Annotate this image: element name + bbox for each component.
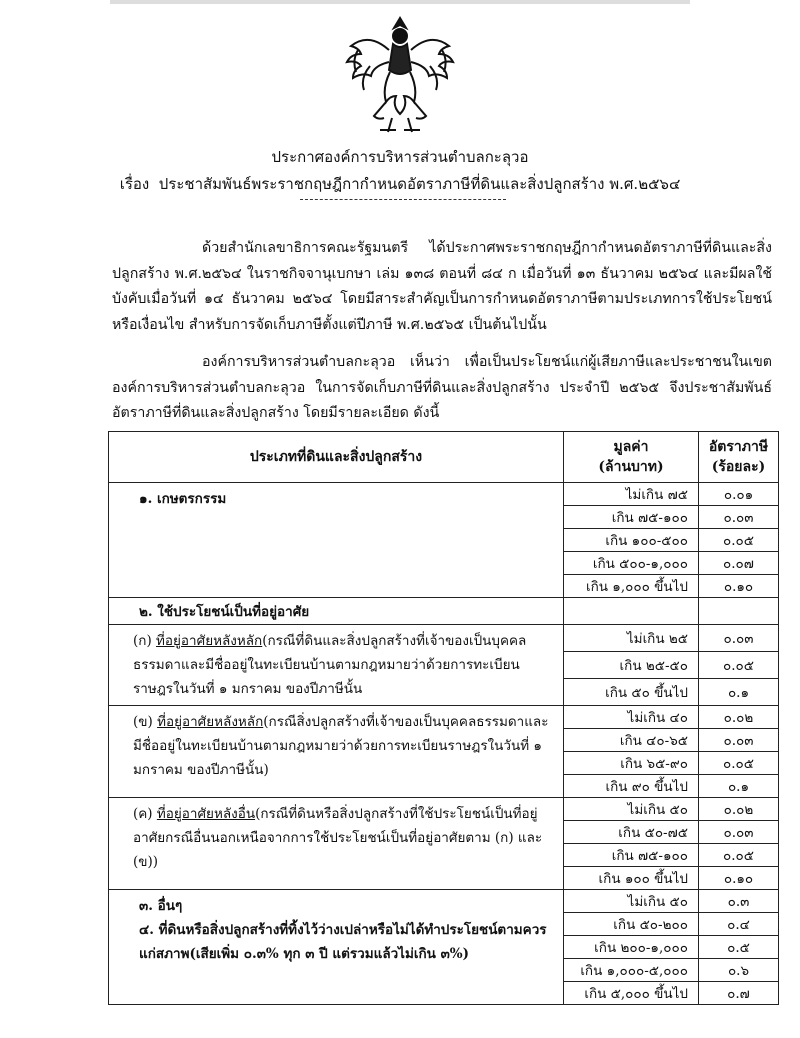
header-rate-line1: อัตราภาษี <box>708 439 769 455</box>
rate-cell: ๐.๓ <box>699 890 779 913</box>
subcategory-text <box>115 710 557 782</box>
rate-cell: ๐.๐๓ <box>699 506 779 529</box>
paragraph-notice <box>112 350 772 427</box>
scan-top-edge <box>110 0 690 4</box>
rate-cell: ๐.๑๐ <box>699 575 779 598</box>
subcategory-b <box>109 706 564 798</box>
subcategory-text <box>115 802 557 874</box>
subcategory-title: ที่อยู่อาศัยหลังหลัก <box>156 633 263 649</box>
table-row <box>109 706 779 729</box>
value-cell: เกิน ๔๐-๖๕ <box>564 729 699 752</box>
header-value-line1: มูลค่า <box>613 439 649 455</box>
rate-cell: ๐.๔ <box>699 913 779 936</box>
subcategory-title: ที่อยู่อาศัยหลังหลัก <box>157 714 264 730</box>
value-cell: เกิน ๑,๐๐๐-๕,๐๐๐ <box>564 959 699 982</box>
value-cell: เกิน ๗๕-๑๐๐ <box>564 844 699 867</box>
table-row <box>109 890 779 913</box>
value-cell: เกิน ๑,๐๐๐ ขึ้นไป <box>564 575 699 598</box>
value-cell: เกิน ๑๐๐-๕๐๐ <box>564 529 699 552</box>
document-title: ประกาศองค์การบริหารส่วนตำบลกะลุวอ <box>271 148 529 166</box>
category-label: ๑. เกษตรกรรม <box>139 491 227 507</box>
rate-cell: ๐.๐๕ <box>699 752 779 775</box>
value-cell: เกิน ๗๕-๑๐๐ <box>564 506 699 529</box>
category-label-4: ๔. ที่ดินหรือสิ่งปลูกสร้างที่ทิ้งไว้ว่างเปล่าหรือไม่ได้ทำประโยชน์ตามควรแก่สภาพ(เสียเพิ่ม ๐.๓% ทุก ๓ ปี แต่รวมแล้วไม่เกิน ๓%) <box>139 922 547 962</box>
table-header-row <box>109 432 779 483</box>
header-rate <box>699 432 779 483</box>
category-label: ๒. ใช้ประโยชน์เป็นที่อยู่อาศัย <box>139 604 310 620</box>
rate-cell: ๐.๑ <box>699 775 779 798</box>
rate-cell: ๐.๗ <box>699 982 779 1005</box>
rate-cell: ๐.๑๐ <box>699 867 779 890</box>
value-cell: เกิน ๙๐ ขึ้นไป <box>564 775 699 798</box>
value-cell: ไม่เกิน ๕๐ <box>564 798 699 821</box>
value-cell: ไม่เกิน ๔๐ <box>564 706 699 729</box>
subcategory-prefix: (ก) <box>133 633 152 649</box>
paragraph-1-text: ด้วยสำนักเลขาธิการคณะรัฐมนตรี ได้ประกาศพระราชกฤษฎีกากำหนดอัตราภาษีที่ดินและสิ่งปลูกสร้าง พ.ศ.๒๕๖๔ ในราชกิจจานุเบกษา เล่ม ๑๓๘ ตอนที่ ๘๔ ก เมื่อวันที่ ๑๓ ธันวาคม ๒๕๖๔ และมีผลใช้บังคับเมื่อวันที่ ๑๔ ธันวาคม ๒๕๖๔ โดยมีสาระสำคัญเป็นการกำหนดอัตราภาษีตามประเภทการใช้ประโยชน์หรือเงื่อนไข สำหรับการจัดเก็บภาษีตั้งแต่ปีภาษี พ.ศ.๒๕๖๕ เป็นต้นไปนั้น <box>112 240 772 333</box>
value-cell: เกิน ๑๐๐ ขึ้นไป <box>564 867 699 890</box>
rate-cell: ๐.๐๒ <box>699 706 779 729</box>
subcategory-desc: (กรณีที่ดินและสิ่งปลูกสร้างที่เจ้าของเป็นบุคคลธรรมดาและมีชื่ออยู่ในทะเบียนบ้านตามกฎหมายว่าด้วยการทะเบียนราษฎรในวันที่ ๑ มกราคม ของปีภาษีนั้น <box>133 633 527 697</box>
header-rate-line2: (ร้อยละ) <box>711 459 766 475</box>
subcategory-prefix: (ค) <box>133 806 153 822</box>
rate-cell: ๐.๐๒ <box>699 798 779 821</box>
subcategory-prefix: (ข) <box>133 714 153 730</box>
value-cell: ไม่เกิน ๒๕ <box>564 625 699 652</box>
category-residential <box>109 598 564 625</box>
rate-cell: ๐.๐๕ <box>699 844 779 867</box>
category-label-3: ๓. อื่นๆ <box>139 898 183 914</box>
paragraph-2-text: องค์การบริหารส่วนตำบลกะลุวอ เห็นว่า เพื่อเป็นประโยชน์แก่ผู้เสียภาษีและประชาชนในเขตองค์การบริหารส่วนตำบลกะลุวอ ในการจัดเก็บภาษีที่ดินและสิ่งปลูกสร้าง ประจำปี ๒๕๖๕ จึงประชาสัมพันธ์อัตราภาษีที่ดินและสิ่งปลูกสร้าง โดยมีรายละเอียด ดังนี้ <box>112 354 772 421</box>
header-value-line2: (ล้านบาท) <box>598 459 664 475</box>
empty-cell <box>699 598 779 625</box>
subcategory-text <box>115 629 557 701</box>
value-cell: ไม่เกิน ๗๕ <box>564 483 699 506</box>
value-cell: เกิน ๕,๐๐๐ ขึ้นไป <box>564 982 699 1005</box>
subcategory-a <box>109 625 564 706</box>
subcategory-c <box>109 798 564 890</box>
rate-cell: ๐.๐๗ <box>699 552 779 575</box>
rate-cell: ๐.๐๕ <box>699 652 779 679</box>
rate-cell: ๐.๕ <box>699 936 779 959</box>
paragraph-announcement <box>112 236 772 338</box>
value-cell: เกิน ๕๐-๒๐๐ <box>564 913 699 936</box>
title-divider <box>300 199 506 200</box>
rate-cell: ๐.๐๓ <box>699 625 779 652</box>
value-cell: ไม่เกิน ๕๐ <box>564 890 699 913</box>
rate-cell: ๐.๖ <box>699 959 779 982</box>
category-other <box>109 890 564 1005</box>
table-row <box>109 798 779 821</box>
value-cell: เกิน ๕๐๐-๑,๐๐๐ <box>564 552 699 575</box>
empty-cell <box>564 598 699 625</box>
table-row <box>109 483 779 506</box>
rate-cell: ๐.๑ <box>699 679 779 706</box>
subcategory-title: ที่อยู่อาศัยหลังอื่น <box>156 806 256 822</box>
table-row <box>109 625 779 652</box>
rate-cell: ๐.๐๓ <box>699 821 779 844</box>
rate-cell: ๐.๐๕ <box>699 529 779 552</box>
subcategory-desc: (กรณีสิ่งปลูกสร้างที่เจ้าของเป็นบุคคลธรรมดาและมีชื่ออยู่ในทะเบียนบ้านตามกฎหมายว่าด้วยการทะเบียนราษฎรในวันที่ ๑ มกราคม ของปีภาษีนั้น) <box>133 714 549 778</box>
table-row <box>109 598 779 625</box>
subcategory-desc: (กรณีที่ดินหรือสิ่งปลูกสร้างที่ใช้ประโยชน์เป็นที่อยู่อาศัยกรณีอื่นนอกเหนือจากการใช้ประโยชน์เป็นที่อยู่อาศัยตาม (ก) และ (ข)) <box>133 806 543 870</box>
subject-prefix: เรื่อง <box>119 175 150 193</box>
value-cell: เกิน ๖๕-๙๐ <box>564 752 699 775</box>
subject-text: ประชาสัมพันธ์พระราชกฤษฎีกากำหนดอัตราภาษีที่ดินและสิ่งปลูกสร้าง พ.ศ.๒๕๖๔ <box>158 175 681 193</box>
value-cell: เกิน ๒๕-๕๐ <box>564 652 699 679</box>
header-value <box>564 432 699 483</box>
garuda-emblem-icon <box>340 10 460 138</box>
value-cell: เกิน ๕๐ ขึ้นไป <box>564 679 699 706</box>
document-subject <box>0 172 800 196</box>
rate-cell: ๐.๐๑ <box>699 483 779 506</box>
category-agriculture <box>109 483 564 598</box>
value-cell: เกิน ๕๐-๗๕ <box>564 821 699 844</box>
header-type: ประเภทที่ดินและสิ่งปลูกสร้าง <box>109 432 564 483</box>
tax-rate-table <box>108 431 779 1005</box>
rate-cell: ๐.๐๓ <box>699 729 779 752</box>
value-cell: เกิน ๒๐๐-๑,๐๐๐ <box>564 936 699 959</box>
